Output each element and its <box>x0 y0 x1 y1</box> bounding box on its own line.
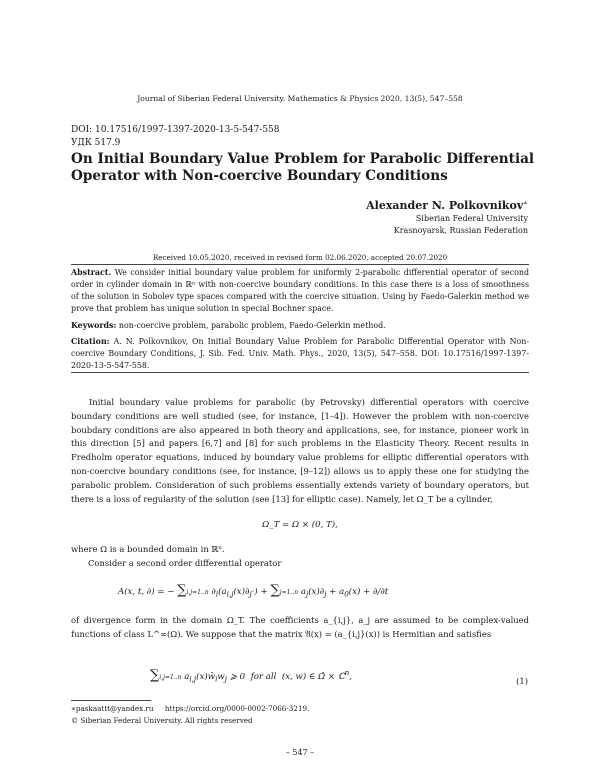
footnote-orcid: https://orcid.org/0000-0002-7066-3219. <box>164 704 310 713</box>
footnote-copyright: © Siberian Federal University. All rights reserved <box>71 716 253 725</box>
author-name: Alexander N. Polkovnikov <box>366 199 524 212</box>
keywords-text: non-coercive problem, parabolic problem, Faedo-Gelerkin method. <box>118 321 386 330</box>
footnote-rule <box>71 700 151 701</box>
doi: DOI: 10.17516/1997-1397-2020-13-5-547-558 <box>71 125 280 135</box>
equation-operator: A(x, t, ∂) = − ∑i,j=1..n $\partial_i(a_{i,j}(x)\partial_j\cdot) + \sum j=1..n$ $a_j(x)\partial_j + a_0(x) + \partial/\partial t$ <box>118 583 389 599</box>
intro-paragraph: Initial boundary value problems for parabolic (by Petrovsky) differential operators with coercive boundary conditions are well studied (see, for instance, [1–4]). However the problem with non-coercive boubdary conditions are also appeared in both theory and applications, see, for instance, pioneer work in this direction [5] and papers [6,7] and [8] for such problems in the Elasticity Theory. Recent results in Fredholm operator equations, induced by boundary value problems for elliptic differential operators with non-coercive boundary conditions (see, for instance, [9–12]) allows us to apply these one for studying the parabolic problem. Consideration of such problems essentially extends variety of boundary operators, but there is a loss of regularity of the solution (see [13] for elliptic case). Namely, let Ω_T be a cylinder, <box>71 397 529 504</box>
paper-title: On Initial Boundary Value Problem for Parabolic Differential Operator with Non-coercive Boundary Conditions <box>71 151 535 184</box>
coefficients-paragraph: of divergence form in the domain Ω_T. The coefficients a_{i,j}, a_j are assumed to be complex-valued functions of class L^∞(Ω). We suppose that the matrix 𝔄(x) = (a_{i,j}(x)) is Hermitian and satisfies <box>71 615 529 639</box>
keywords <box>71 320 529 332</box>
consider-line: Consider a second order differential operator <box>88 558 282 568</box>
author <box>366 199 528 212</box>
citation <box>71 336 529 372</box>
where-line: where Ω is a bounded domain in ℝⁿ. <box>71 544 225 554</box>
journal-header: Journal of Siberian Federal University. Mathematics & Physics 2020, 13(5), 547–558 <box>137 94 463 103</box>
abstract-text: We consider initial boundary value problem for uniformly 2-parabolic differential operator of second order in cylinder domain in ℝⁿ with non-coercive boundary conditions. In this case there is a loss of smoothness of the solution in Sobolev type spaces compared with the coercive situation. Using by Faedo-Galerkin method we prove that problem has unique solution in special Bochner space. <box>71 268 529 313</box>
footnote-contact <box>71 704 309 713</box>
keywords-label: Keywords: <box>71 321 117 330</box>
citation-label: Citation: <box>71 337 110 346</box>
author-footnote-mark: ∗ <box>523 199 528 207</box>
divider-bottom <box>71 372 529 373</box>
footnote-email: ∗paskaattt@yandex.ru <box>71 704 154 713</box>
citation-text: A. N. Polkovnikov, On Initial Boundary Value Problem for Parabolic Differential Operator with Non-coercive Boundary Conditions, J. Sib. Fed. Univ. Math. Phys., 2020, 13(5), 547–558. DOI: 10.17516/1997-1397-2020-13-5-547-558. <box>71 337 529 370</box>
abstract-label: Abstract. <box>71 268 112 277</box>
page-number: – 547 – <box>285 748 315 757</box>
udk: УДК 517.9 <box>71 138 121 148</box>
equation-ellipticity: ∑i,j=1..n $a_{i,j}(x)w̄_iw_j$ ⩾ 0 for all (x, w) ∈ Ω̄ × ℂ$^n$, <box>150 668 353 684</box>
affiliation-2: Krasnoyarsk, Russian Federation <box>393 226 528 235</box>
affiliation-1: Siberian Federal University <box>415 214 528 223</box>
equation-cylinder: Ω_T = Ω × (0, T), <box>262 520 338 530</box>
abstract <box>71 267 529 315</box>
equation-number: (1) <box>516 676 528 686</box>
received-dates: Received 10.05.2020, received in revised form 02.06.2020, accepted 20.07.2020 <box>152 253 448 262</box>
divider-top <box>71 264 529 265</box>
